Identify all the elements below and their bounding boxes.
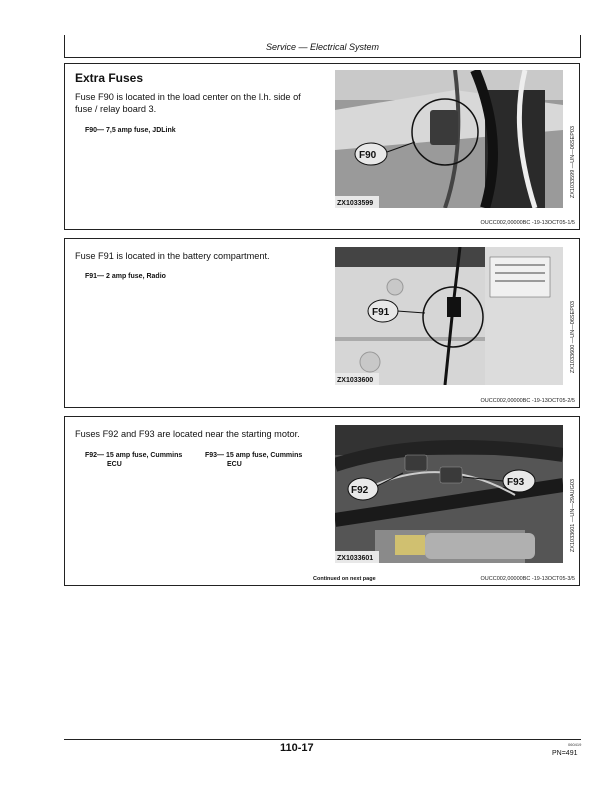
footer-pn: PN=491 (552, 750, 578, 757)
reference-id: OUCC002,00000BC -19-13OCT05-3/5 (480, 576, 575, 582)
page-title: Service — Electrical System (265, 42, 380, 52)
legend-f93-text-cont: ECU (227, 461, 242, 468)
legend-f93-text: F93— 15 amp fuse, Cummins (205, 452, 303, 459)
section-f91 (64, 238, 580, 408)
reference-id: OUCC002,00000BC -19-13OCT05-1/5 (480, 220, 575, 226)
callout-f92: F92 (351, 485, 369, 496)
section-text: Fuse F90 is located in the load center on the l.h. side of fuse / relay board 3. (75, 92, 301, 114)
page-number: 110-17 (280, 742, 314, 754)
legend-f90-text: F90— 7,5 amp fuse, JDLink (85, 127, 176, 134)
callout-f90: F90 (359, 150, 377, 161)
callout-f93: F93 (507, 477, 525, 488)
photo-side-code: ZX1033600 —UN—06SEP03 (570, 301, 576, 374)
photo-f92-f93-starting-motor (335, 425, 563, 563)
legend-f90 (85, 126, 176, 135)
reference-id: OUCC002,00000BC -19-13OCT05-2/5 (480, 398, 575, 404)
section-f92-f93 (64, 416, 580, 586)
photo-side-code: ZX1033599 —UN—06SEP03 (570, 126, 576, 199)
legend-f92 (85, 451, 182, 469)
continued-note: Continued on next page (313, 576, 376, 582)
callout-f91: F91 (372, 307, 390, 318)
photo-label: ZX1033599 (337, 200, 374, 207)
photo-f91-battery (335, 247, 563, 385)
photo-f90-load-center (335, 70, 563, 208)
legend-f91 (85, 272, 166, 281)
photo-label: ZX1033600 (337, 377, 374, 384)
section-text: Fuse F91 is located in the battery compartment. (75, 251, 270, 261)
photo-label: ZX1033601 (337, 555, 374, 562)
legend-f92-text-cont: ECU (107, 461, 122, 468)
photo-f91-image (335, 247, 563, 385)
section-title: Extra Fuses (75, 71, 144, 85)
photo-f92-f93-image (335, 425, 563, 563)
footer-rule (64, 739, 581, 740)
legend-f93 (205, 451, 302, 469)
header-rule-bottom (64, 57, 581, 58)
legend-f91-text: F91— 2 amp fuse, Radio (85, 273, 166, 280)
section-text: Fuses F92 and F93 are located near the starting motor. (75, 429, 300, 439)
section-extra-fuses-f90 (64, 63, 580, 230)
photo-side-code: ZX1033601 —UN—29AUG03 (570, 479, 576, 553)
footer-small-code: 060419 (568, 742, 582, 747)
legend-f92-text: F92— 15 amp fuse, Cummins (85, 452, 183, 459)
photo-f90-image (335, 70, 563, 208)
